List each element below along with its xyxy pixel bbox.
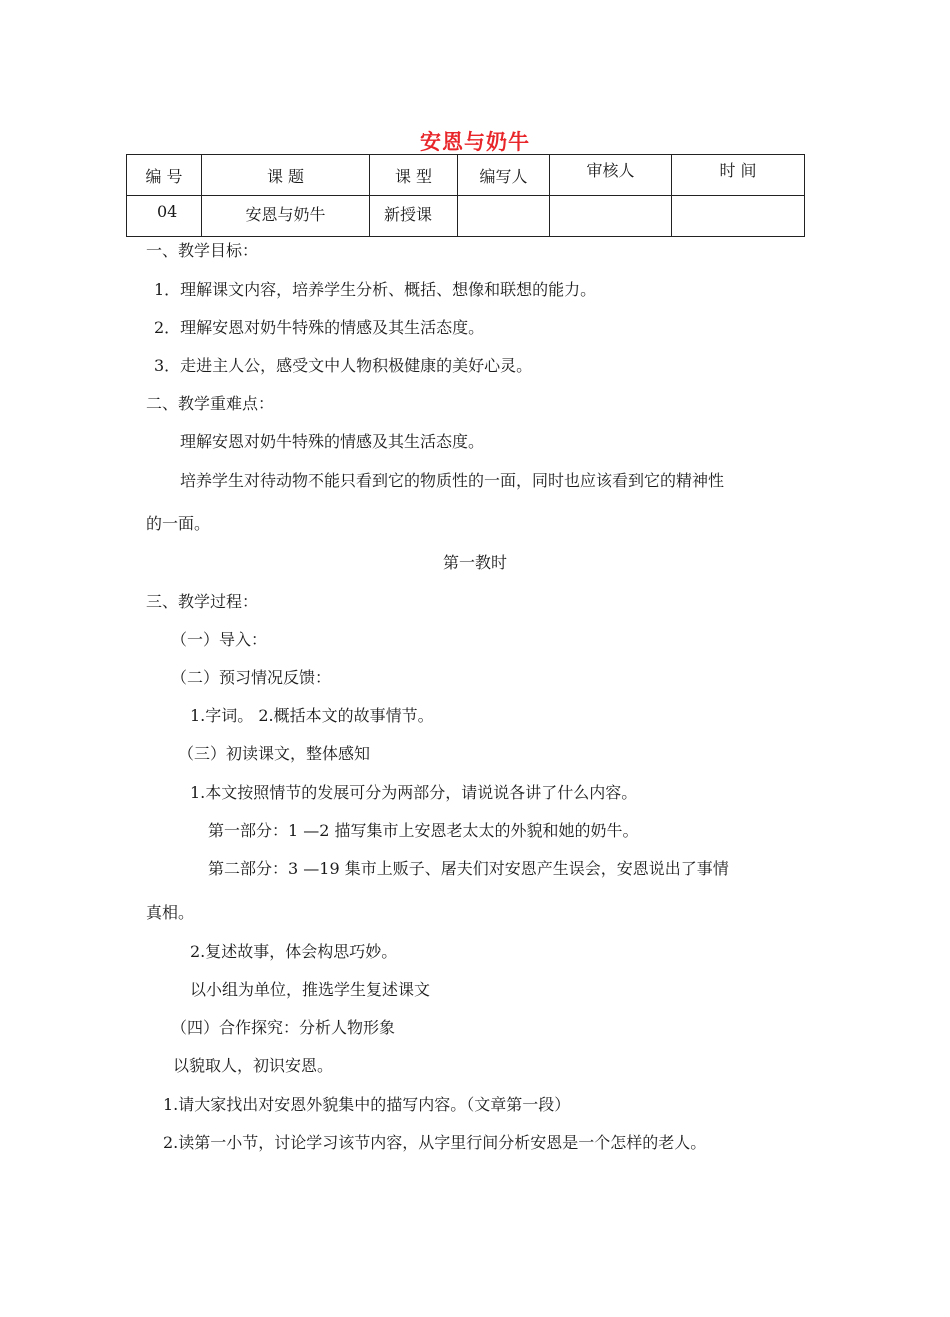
cooperative-intro: 以貌取人，初识安恩。 (173, 1056, 334, 1075)
section1-heading: 一、教学目标： (146, 241, 259, 260)
document-title: 安恩与奶牛 (420, 130, 530, 154)
lesson-info-table (126, 154, 805, 237)
section2-paragraph-2-line1: 培养学生对待动物不能只看到它的物质性的一面，同时也应该看到它的精神性 (180, 471, 725, 490)
cell-reviewer (550, 196, 671, 205)
header-number: 编 号 (145, 167, 183, 186)
preview-items: 1.字词。 2.概括本文的故事情节。 (190, 706, 434, 725)
header-type: 课 型 (394, 167, 433, 186)
subsection-preview: （二）预习情况反馈： (171, 668, 332, 687)
cell-time (672, 196, 804, 205)
retell-instruction: 以小组为单位，推选学生复述课文 (190, 980, 431, 999)
table-header-row (127, 155, 805, 196)
section1-item-3: 3．走进主人公，感受文中人物积极健康的美好心灵。 (154, 356, 533, 375)
section1-item-1: 1．理解课文内容，培养学生分析、概括、想像和联想的能力。 (154, 280, 597, 299)
cell-author (458, 196, 549, 205)
cell-number: 04 (157, 202, 178, 221)
first-reading-question-2: 2.复述故事，体会构思巧妙。 (190, 942, 398, 961)
cooperative-question-1: 1.请大家找出对安恩外貌集中的描写内容。（文章第一段） (163, 1095, 571, 1114)
cell-type: 新授课 (384, 205, 433, 224)
section2-paragraph-1: 理解安恩对奶牛特殊的情感及其生活态度。 (180, 432, 485, 451)
header-topic: 课 题 (266, 167, 305, 186)
subsection-intro: （一）导入： (171, 630, 268, 649)
cooperative-question-2: 2.读第一小节，讨论学习该节内容，从字里行间分析安恩是一个怎样的老人。 (163, 1133, 707, 1152)
header-author: 编写人 (479, 167, 528, 186)
subsection-cooperative: （四）合作探究：分析人物形象 (171, 1018, 396, 1037)
section3-heading: 三、教学过程： (146, 592, 259, 611)
section2-heading: 二、教学重难点： (146, 394, 275, 413)
lesson-label: 第一教时 (442, 553, 507, 572)
part-one: 第一部分：1 —2 描写集市上安恩老太太的外貌和她的奶牛。 (208, 821, 639, 840)
part-two-line1: 第二部分：3 —19 集市上贩子、屠夫们对安恩产生误会，安恩说出了事情 (208, 859, 729, 878)
header-reviewer: 审核人 (586, 161, 635, 180)
table-row (127, 196, 805, 237)
subsection-first-reading: （三）初读课文，整体感知 (178, 744, 371, 763)
first-reading-question-1: 1.本文按照情节的发展可分为两部分，请说说各讲了什么内容。 (190, 783, 638, 802)
cell-topic: 安恩与奶牛 (245, 205, 326, 224)
section1-item-2: 2．理解安恩对奶牛特殊的情感及其生活态度。 (154, 318, 485, 337)
part-two-line2: 真相。 (146, 903, 195, 922)
header-time: 时 间 (719, 161, 757, 180)
section2-paragraph-2-line2: 的一面。 (146, 514, 211, 533)
